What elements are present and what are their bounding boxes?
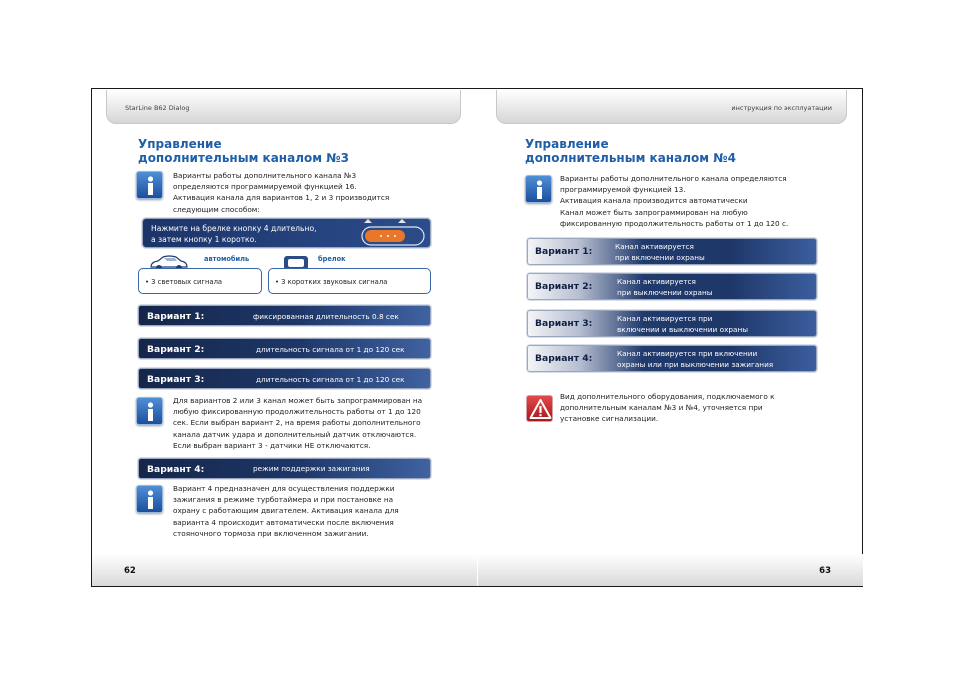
document-spread — [91, 88, 863, 587]
info-icon — [136, 397, 163, 425]
section-title: Управление дополнительным каналом №3 — [138, 137, 349, 165]
info-icon — [136, 171, 163, 199]
fob-label: брелок — [318, 255, 346, 263]
intro-text: Варианты работы дополнительного канала №3 определяются программируемой функцией 16. Активация канала для вариантов 1, 2 и 3 производится следующим способом: — [173, 171, 390, 214]
page-header — [106, 90, 461, 124]
page-header — [496, 90, 847, 124]
section-title: Управление дополнительным каналом №4 — [525, 137, 736, 165]
key-fob-icon — [361, 219, 431, 249]
variant-4-note: Вариант 4 предназначен для осуществления поддержки зажигания в режиме турботаймера и при постановке на охрану с работающим двигателем. Активация канала для варианта 4 происходит автоматически после включения стояночного тормоза при включенном зажигании. — [173, 484, 399, 538]
variant-1-bar: Вариант 1: Канал активируется при включении охраны — [527, 238, 817, 265]
page-footer — [478, 554, 863, 586]
variant-3-bar: Вариант 3: длительность сигнала от 1 до 120 сек — [138, 368, 431, 389]
car-signal-box: • 3 световых сигнала — [138, 268, 262, 294]
variant-3-bar: Вариант 3: Канал активируется при включении и выключении охраны — [527, 310, 817, 337]
car-label: автомобиль — [204, 255, 250, 263]
warning-text: Вид дополнительного оборудования, подключаемого к дополнительным каналам №3 и №4, уточняется при установке сигнализации. — [560, 392, 775, 424]
info-icon — [136, 485, 163, 513]
variant-4-bar: Вариант 4: Канал активируется при включении охраны или при выключении зажигания — [527, 345, 817, 372]
variant-2-bar: Вариант 2: длительность сигнала от 1 до 120 сек — [138, 338, 431, 359]
header-text: инструкция по эксплуатации — [731, 104, 832, 112]
page-footer — [92, 554, 477, 586]
header-text: StarLine B62 Dialog — [125, 104, 190, 112]
fob-signal-box: • 3 коротких звуковых сигнала — [268, 268, 431, 294]
page-number: 62 — [124, 566, 136, 576]
page-63 — [478, 89, 863, 586]
info-icon — [525, 175, 552, 203]
variant-1-bar: Вариант 1: фиксированная длительность 0.8 сек — [138, 305, 431, 326]
page-62 — [92, 89, 477, 586]
button-instruction: Нажмите на брелке кнопку 4 длительно, а затем кнопку 1 коротко. — [142, 218, 431, 248]
variant-4-bar: Вариант 4: режим поддержки зажигания — [138, 458, 431, 479]
intro-text: Варианты работы дополнительного канала определяются программируемой функцией 13. Активация канала производится автоматически Канал может быть запрограммирован на любую фиксированную продолжительность работы от 1 до 120 с. — [560, 174, 789, 228]
variant-note: Для вариантов 2 или 3 канал может быть запрограммирован на любую фиксированную продолжительность работы от 1 до 120 сек. Если выбран вариант 2, на время работы дополнительного канала датчик удара и дополнительный датчик отключаются. Если выбран вариант 3 - датчики НЕ отключаются. — [173, 396, 423, 450]
page-number: 63 — [819, 566, 831, 576]
variant-2-bar: Вариант 2: Канал активируется при выключении охраны — [527, 273, 817, 300]
warning-icon — [526, 395, 553, 422]
